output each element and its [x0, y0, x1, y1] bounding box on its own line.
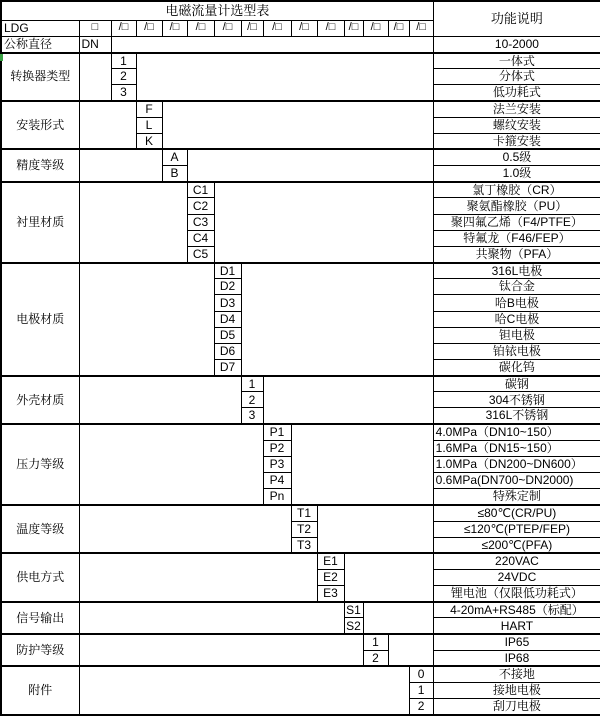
model-code-box: /□ [136, 20, 162, 36]
code-cell: C1 [187, 182, 214, 198]
value-cell: 304不锈钢 [433, 392, 600, 408]
code-cell: 1 [409, 683, 433, 699]
spacer-cell [79, 505, 291, 553]
code-cell: D6 [214, 343, 241, 359]
code-cell: 1 [111, 53, 136, 69]
spacer-cell [79, 182, 187, 263]
spacer-cell [79, 634, 363, 666]
table-title: 电磁流量计选型表 [1, 1, 433, 20]
value-cell: 4.0MPa（DN10~150） [433, 424, 600, 440]
code-cell: P2 [263, 440, 291, 456]
value-cell: 螺纹安装 [433, 117, 600, 133]
code-cell: C2 [187, 198, 214, 214]
value-cell: 聚四氟乙烯（F4/PTFE） [433, 214, 600, 230]
section-label: 防护等级 [1, 634, 79, 666]
code-cell: 2 [111, 69, 136, 85]
value-cell: 锂电池（仅限低功耗式） [433, 586, 600, 602]
table-body [1, 1, 600, 715]
code-cell: T3 [291, 537, 317, 553]
model-code-box: /□ [241, 20, 263, 36]
value-cell: 220VAC [433, 553, 600, 569]
code-cell: 3 [111, 85, 136, 101]
value-cell: IP65 [433, 634, 600, 650]
model-prefix: LDG [1, 20, 79, 36]
value-cell: 特氟龙（F46/FEP） [433, 230, 600, 246]
model-code-box: /□ [317, 20, 344, 36]
code-cell: D7 [214, 359, 241, 375]
spacer-cell [291, 424, 433, 505]
model-code-box: /□ [162, 20, 187, 36]
spacer-cell [263, 376, 433, 424]
code-cell: E1 [317, 553, 344, 569]
value-cell: 316L不锈钢 [433, 408, 600, 424]
value-cell: 刮刀电极 [433, 699, 600, 715]
code-cell: E2 [317, 570, 344, 586]
section-label: 附件 [1, 666, 79, 715]
code-cell: S2 [344, 618, 363, 634]
code-cell: A [162, 149, 187, 165]
value-cell: 4-20mA+RS485（标配） [433, 602, 600, 618]
value-cell: 聚氨酯橡胶（PU） [433, 198, 600, 214]
code-cell: 2 [409, 699, 433, 715]
code-cell: K [136, 133, 162, 149]
diameter-value: 10-2000 [433, 36, 600, 52]
code-cell: D2 [214, 279, 241, 295]
code-cell: D3 [214, 295, 241, 311]
spacer-cell [187, 149, 433, 181]
value-cell: 0.5级 [433, 149, 600, 165]
code-cell: 1 [363, 634, 388, 650]
spacer-cell [136, 53, 433, 101]
section-label: 温度等级 [1, 505, 79, 553]
spacer-cell [79, 149, 162, 181]
value-cell: 1.0MPa（DN200~DN600） [433, 456, 600, 472]
value-cell: 哈C电极 [433, 311, 600, 327]
value-cell: 法兰安装 [433, 101, 600, 117]
value-cell: 分体式 [433, 69, 600, 85]
value-cell: ≤120℃(PTEP/FEP) [433, 521, 600, 537]
model-code-box: /□ [291, 20, 317, 36]
code-cell: B [162, 166, 187, 182]
function-column-header: 功能说明 [433, 1, 600, 36]
code-cell: D4 [214, 311, 241, 327]
spacer-cell [79, 53, 111, 101]
code-cell: P3 [263, 456, 291, 472]
value-cell: HART [433, 618, 600, 634]
spacer-cell [111, 36, 433, 52]
value-cell: 碳化钨 [433, 359, 600, 375]
spacer-cell [79, 263, 214, 376]
section-label: 转换器类型 [1, 53, 79, 101]
value-cell: 24VDC [433, 570, 600, 586]
spacer-cell [388, 634, 433, 666]
code-cell: C3 [187, 214, 214, 230]
value-cell: 一体式 [433, 53, 600, 69]
value-cell: 1.0级 [433, 166, 600, 182]
spacer-cell [363, 602, 433, 634]
spacer-cell [317, 505, 433, 553]
code-cell: 1 [241, 376, 263, 392]
section-label: 外壳材质 [1, 376, 79, 424]
value-cell: 接地电极 [433, 683, 600, 699]
spacer-cell [344, 553, 433, 601]
value-cell: 316L电极 [433, 263, 600, 279]
spacer-cell [79, 376, 241, 424]
spacer-cell [79, 101, 136, 149]
model-code-box: /□ [409, 20, 433, 36]
code-cell: 0 [409, 666, 433, 682]
value-cell: IP68 [433, 650, 600, 666]
code-cell: D1 [214, 263, 241, 279]
model-code-box: /□ [263, 20, 291, 36]
code-cell: L [136, 117, 162, 133]
scan-artifact-green-mark [0, 54, 3, 61]
spacer-cell [79, 553, 317, 601]
code-cell: T2 [291, 521, 317, 537]
value-cell: 低功耗式 [433, 85, 600, 101]
code-cell: 2 [363, 650, 388, 666]
value-cell: 特殊定制 [433, 489, 600, 505]
value-cell: 氯丁橡胶（CR） [433, 182, 600, 198]
section-label: 电极材质 [1, 263, 79, 376]
value-cell: 1.6MPa（DN15~150） [433, 440, 600, 456]
model-code-box: /□ [214, 20, 241, 36]
model-code-box: /□ [388, 20, 409, 36]
model-code-box: /□ [111, 20, 136, 36]
value-cell: 哈B电极 [433, 295, 600, 311]
value-cell: ≤80℃(CR/PU) [433, 505, 600, 521]
value-cell: 0.6MPa(DN700~DN2000) [433, 473, 600, 489]
section-label: 压力等级 [1, 424, 79, 505]
code-cell: C4 [187, 230, 214, 246]
spacer-cell [79, 424, 263, 505]
spacer-cell [214, 182, 433, 263]
section-label: 供电方式 [1, 553, 79, 601]
code-cell: P4 [263, 473, 291, 489]
diameter-label: 公称直径 [1, 36, 79, 52]
section-label: 衬里材质 [1, 182, 79, 263]
code-cell: T1 [291, 505, 317, 521]
spacer-cell [162, 101, 433, 149]
section-label: 安装形式 [1, 101, 79, 149]
spacer-cell [79, 666, 409, 715]
code-cell: D5 [214, 327, 241, 343]
value-cell: 碳钢 [433, 376, 600, 392]
spacer-cell [79, 602, 344, 634]
value-cell: 钛合金 [433, 279, 600, 295]
code-cell: F [136, 101, 162, 117]
model-code-box: /□ [187, 20, 214, 36]
model-base-box: □ [79, 20, 111, 36]
model-code-box: /□ [363, 20, 388, 36]
diameter-code: DN [79, 36, 111, 52]
value-cell: 卡箍安装 [433, 133, 600, 149]
value-cell: 铂铱电极 [433, 343, 600, 359]
value-cell: ≤200℃(PFA) [433, 537, 600, 553]
code-cell: S1 [344, 602, 363, 618]
value-cell: 共聚物（PFA） [433, 246, 600, 262]
spacer-cell [241, 263, 433, 376]
code-cell: E3 [317, 586, 344, 602]
code-cell: C5 [187, 246, 214, 262]
section-label: 信号输出 [1, 602, 79, 634]
model-code-box: /□ [344, 20, 363, 36]
section-label: 精度等级 [1, 149, 79, 181]
code-cell: Pn [263, 489, 291, 505]
code-cell: P1 [263, 424, 291, 440]
code-cell: 2 [241, 392, 263, 408]
value-cell: 不接地 [433, 666, 600, 682]
value-cell: 钽电极 [433, 327, 600, 343]
code-cell: 3 [241, 408, 263, 424]
